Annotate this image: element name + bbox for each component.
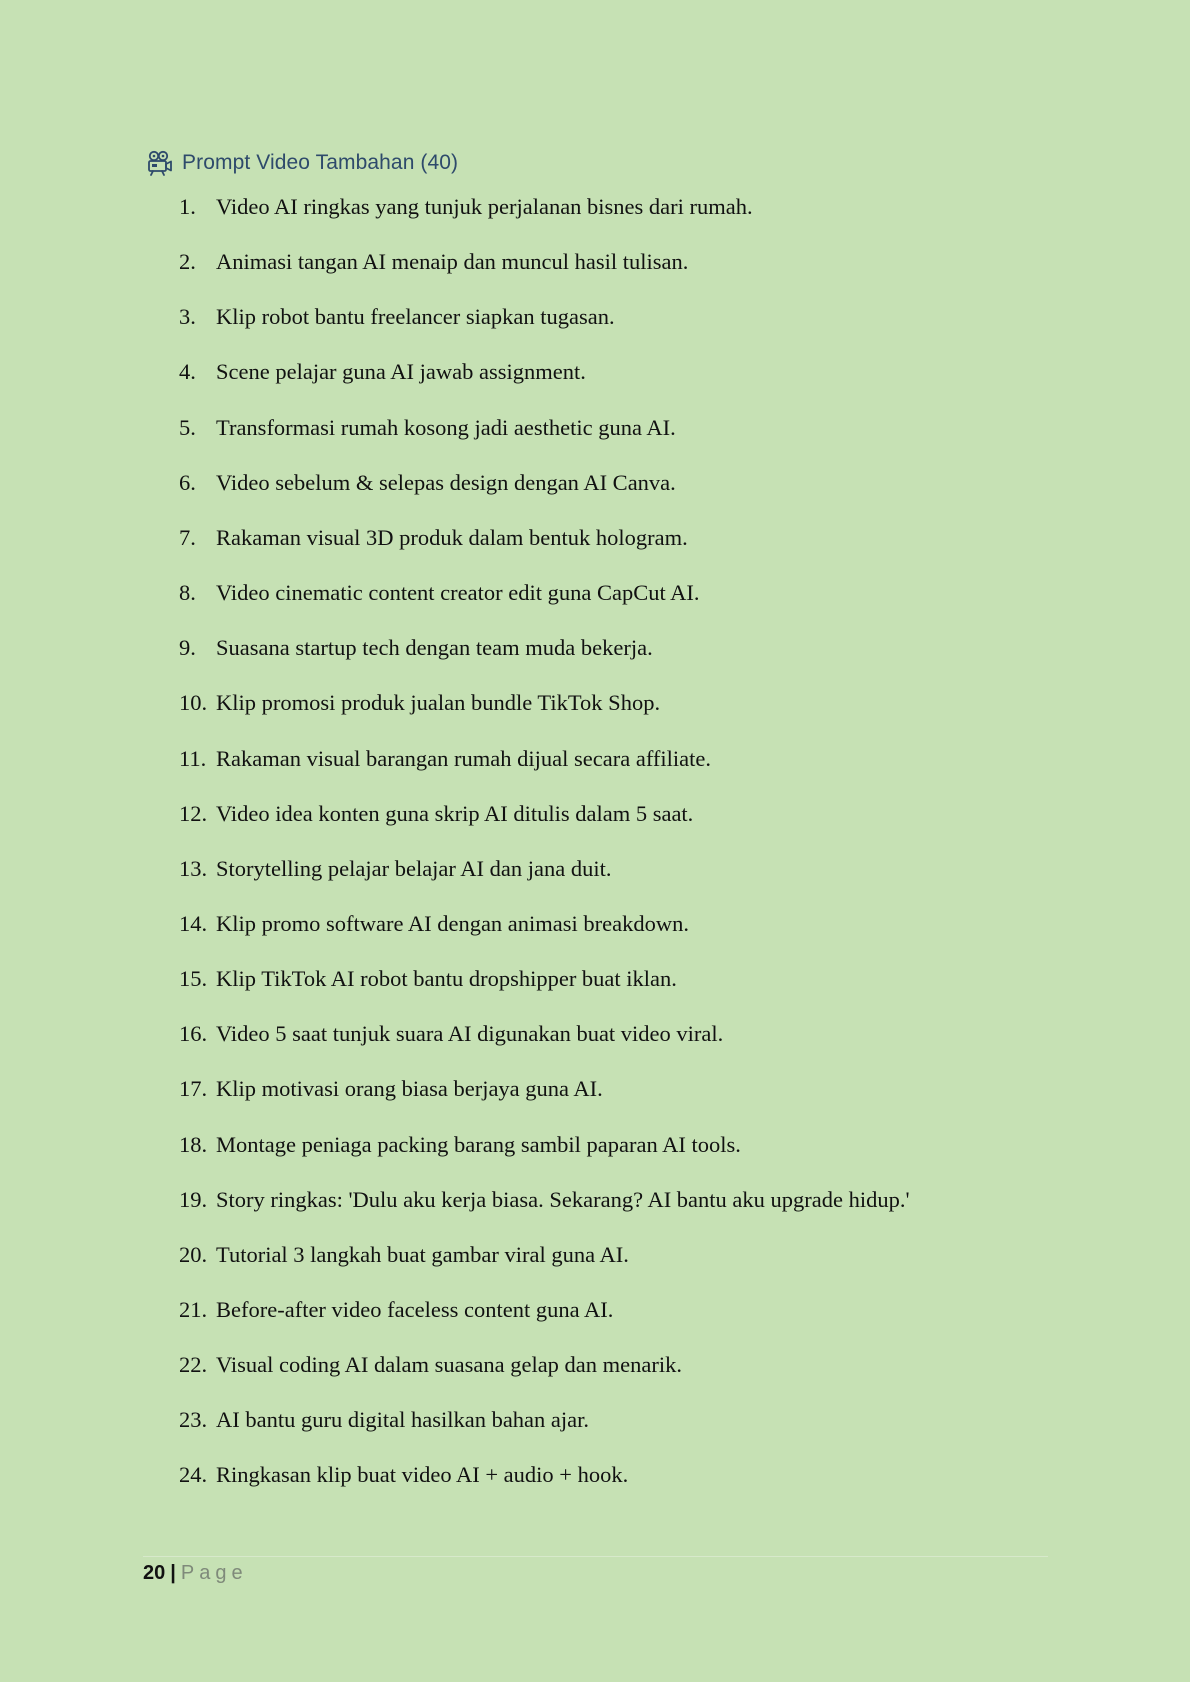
list-item-number: 7. xyxy=(179,524,196,550)
list-item-number: 18. xyxy=(179,1131,208,1157)
list-item-number: 23. xyxy=(179,1407,208,1433)
list-item-number: 12. xyxy=(179,800,208,826)
list-item-text: Video idea konten guna skrip AI ditulis dalam 5 saat. xyxy=(216,800,694,826)
list-item xyxy=(179,579,700,607)
list-item xyxy=(179,1020,723,1048)
list-item xyxy=(179,358,586,386)
list-item-text: Rakaman visual 3D produk dalam bentuk hologram. xyxy=(216,524,688,550)
list-item xyxy=(179,1461,628,1489)
list-item-text: Klip TikTok AI robot bantu dropshipper buat iklan. xyxy=(216,966,677,992)
list-item-number: 11. xyxy=(179,745,207,771)
list-item-text: AI bantu guru digital hasilkan bahan ajar. xyxy=(216,1407,590,1433)
list-item-number: 10. xyxy=(179,690,208,716)
list-item-text: Suasana startup tech dengan team muda bekerja. xyxy=(216,635,653,661)
list-item-text: Video cinematic content creator edit guna CapCut AI. xyxy=(216,580,700,606)
list-item xyxy=(179,1296,613,1324)
list-item xyxy=(179,524,688,552)
list-item-text: Montage peniaga packing barang sambil paparan AI tools. xyxy=(216,1131,741,1157)
list-item-number: 13. xyxy=(179,855,208,881)
list-item-text: Klip motivasi orang biasa berjaya guna AI. xyxy=(216,1076,603,1102)
list-item-number: 2. xyxy=(179,249,196,275)
list-item-number: 20. xyxy=(179,1241,208,1267)
list-item xyxy=(179,1351,682,1379)
list-item-number: 17. xyxy=(179,1076,208,1102)
list-item xyxy=(179,855,612,883)
footer-separator: | xyxy=(170,1562,176,1584)
list-item-number: 3. xyxy=(179,304,196,330)
list-item-number: 19. xyxy=(179,1186,208,1212)
footer-divider xyxy=(143,1556,1048,1557)
page-label: Page xyxy=(180,1562,248,1584)
list-item xyxy=(179,1406,589,1434)
list-item xyxy=(179,414,676,442)
list-item xyxy=(179,745,711,773)
list-item-text: Transformasi rumah kosong jadi aesthetic guna AI. xyxy=(216,414,676,440)
list-item xyxy=(179,689,660,717)
list-item-text: Visual coding AI dalam suasana gelap dan menarik. xyxy=(216,1352,683,1378)
list-item xyxy=(179,1241,629,1269)
list-item-text: Klip robot bantu freelancer siapkan tugasan. xyxy=(216,304,615,330)
list-item xyxy=(179,634,653,662)
list-item-number: 6. xyxy=(179,469,196,495)
list-item xyxy=(179,248,688,276)
list-item-text: Animasi tangan AI menaip dan muncul hasil tulisan. xyxy=(216,249,689,275)
list-item-number: 8. xyxy=(179,580,196,606)
list-item xyxy=(179,193,753,221)
list-item-text: Storytelling pelajar belajar AI dan jana duit. xyxy=(216,855,612,881)
list-item-number: 24. xyxy=(179,1462,208,1488)
list-item-text: Video sebelum & selepas design dengan AI Canva. xyxy=(216,469,676,495)
list-item xyxy=(179,469,676,497)
list-item-number: 9. xyxy=(179,635,196,661)
page-number: 20 xyxy=(143,1562,166,1584)
list-item xyxy=(179,800,693,828)
list-item-number: 4. xyxy=(179,359,196,385)
list-item-number: 1. xyxy=(179,194,196,219)
list-item-text: Klip promosi produk jualan bundle TikTok Shop. xyxy=(216,690,661,716)
list-item-text: Video AI ringkas yang tunjuk perjalanan bisnes dari rumah. xyxy=(216,194,753,219)
section-title: Prompt Video Tambahan (40) xyxy=(182,151,459,174)
list-item xyxy=(179,1186,910,1214)
list-item-text: Scene pelajar guna AI jawab assignment. xyxy=(216,359,586,385)
list-item-number: 15. xyxy=(179,966,208,992)
list-item-number: 22. xyxy=(179,1352,208,1378)
list-item xyxy=(179,910,689,938)
list-item xyxy=(179,965,677,993)
list-item xyxy=(179,1075,603,1103)
list-item-text: Video 5 saat tunjuk suara AI digunakan buat video viral. xyxy=(216,1021,724,1047)
list-item xyxy=(179,303,615,331)
movie-camera-icon xyxy=(147,150,173,176)
list-item-text: Tutorial 3 langkah buat gambar viral guna AI. xyxy=(216,1241,629,1267)
list-item-number: 5. xyxy=(179,414,196,440)
list-item-number: 14. xyxy=(179,910,208,936)
list-item-text: Before-after video faceless content guna AI. xyxy=(216,1297,614,1322)
list-item xyxy=(179,1131,741,1159)
list-item-number: 21. xyxy=(179,1297,208,1322)
list-item-text: Story ringkas: 'Dulu aku kerja biasa. Sekarang? AI bantu aku upgrade hidup.' xyxy=(216,1186,910,1212)
section-heading xyxy=(147,148,458,178)
list-item-text: Klip promo software AI dengan animasi breakdown. xyxy=(216,910,690,936)
list-item-text: Rakaman visual barangan rumah dijual secara affiliate. xyxy=(216,745,711,771)
list-item-text: Ringkasan klip buat video AI + audio + hook. xyxy=(216,1462,629,1488)
page-footer xyxy=(143,1558,248,1588)
list-item-number: 16. xyxy=(179,1021,208,1047)
